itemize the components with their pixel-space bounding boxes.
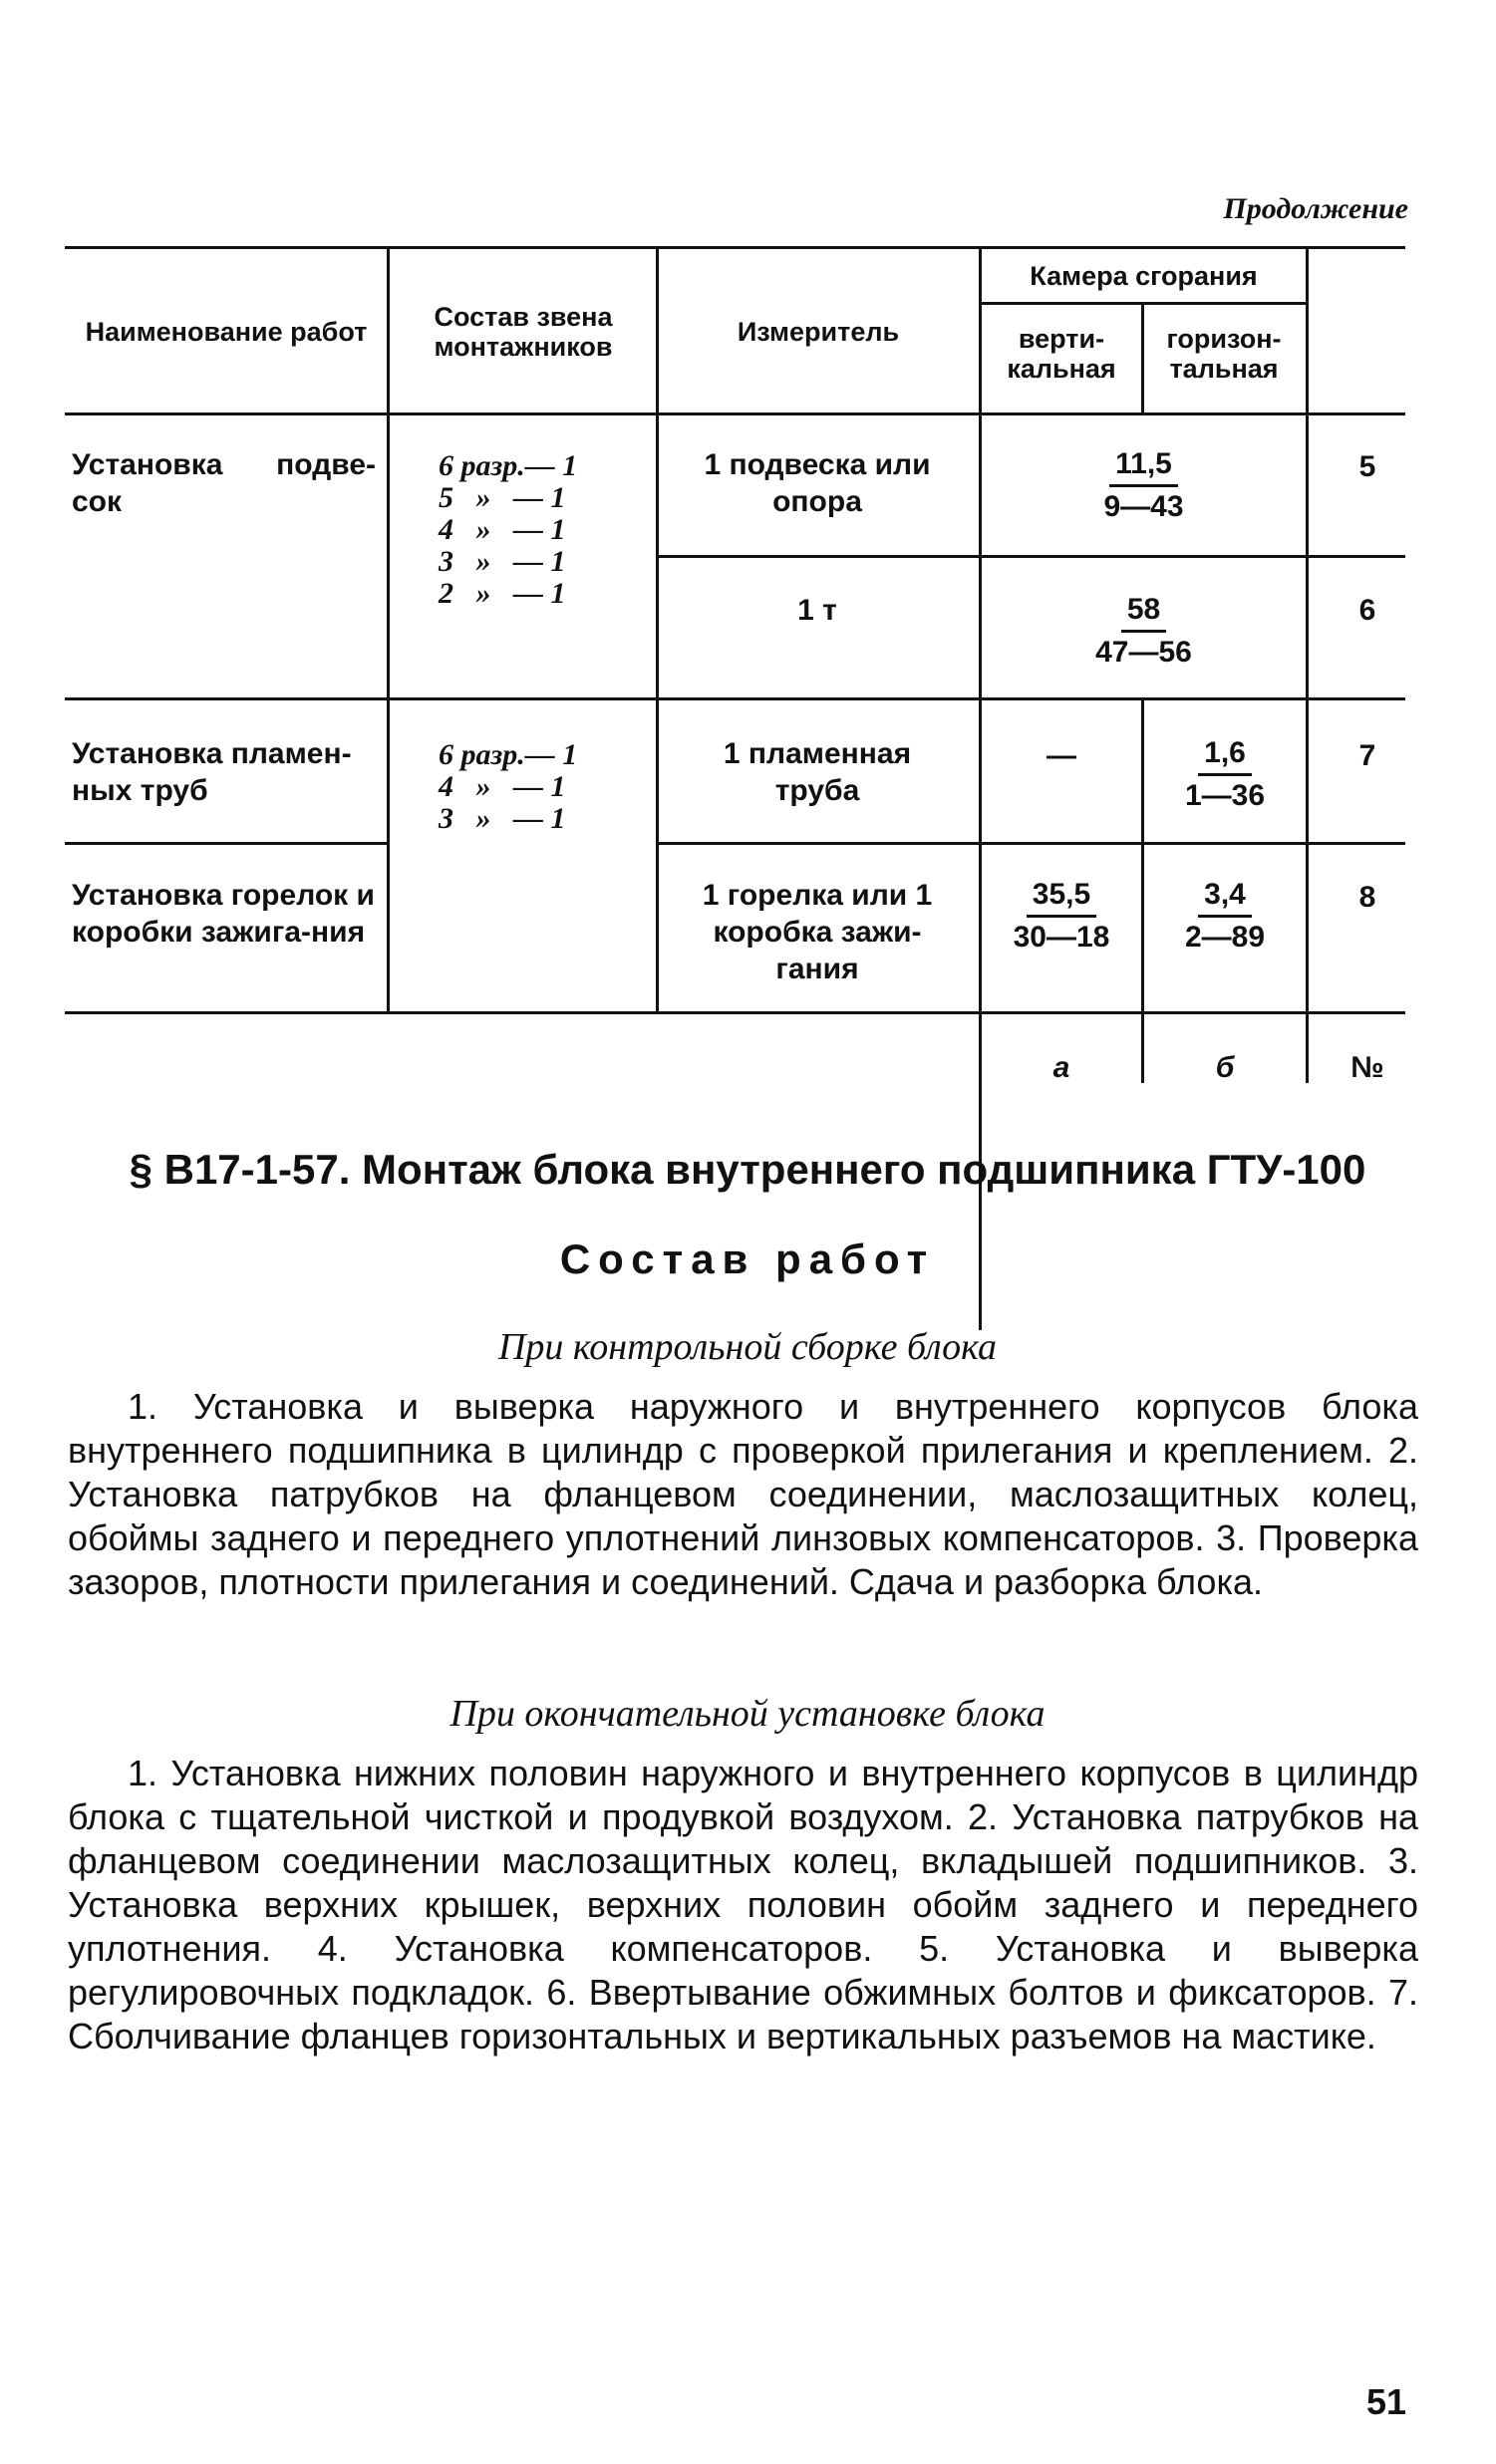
row1-unit: 1 подвеска или опора [704, 448, 931, 518]
part1-heading: При контрольной сборке блока [497, 1326, 998, 1368]
row3-horizontal-price: 1—36 [1184, 779, 1266, 812]
row4-horizontal-price: 2—89 [1184, 921, 1266, 954]
row3-work: Установка пламен-ных труб [72, 737, 352, 807]
part1-text: 1. Установка и выверка наружного и внутреннего корпусов блока внутреннего подшипника в цилиндр с проверкой прилегания и креплением. 2. Установка патрубков на фланцевом соединении, маслозащитных колец, обоймы заднего и переднего уплотнений линзовых компенсаторов. 3. Проверка зазоров, плотности прилегания и соединений. Сдача и разборка блока. [68, 1386, 1418, 1602]
row3-vertical: — [1047, 739, 1076, 772]
table-rule [387, 246, 390, 1013]
header-unit: Измеритель [737, 317, 900, 347]
row3-crew: 6 разр.— 1 4 » — 1 3 » — 1 [439, 738, 578, 835]
table-rule [65, 842, 389, 845]
page-number: 51 [1365, 2381, 1406, 2422]
row1-norm-time: 11,5 [1109, 446, 1178, 487]
continuation-label: Продолжение [1223, 192, 1408, 225]
row4-vertical-time: 35,5 [1027, 877, 1096, 918]
table-rule [981, 302, 1308, 305]
table-rule [1306, 246, 1309, 1083]
row1-work: Установка подве-сок [72, 448, 376, 518]
footer-a: а [1052, 1051, 1070, 1084]
header-work: Наименование работ [85, 317, 368, 347]
row1-number: 5 [1358, 450, 1376, 483]
row2-norm [982, 592, 1306, 673]
row4-horizontal-time: 3,4 [1198, 877, 1252, 918]
section-subtitle: Состав работ [559, 1235, 936, 1282]
row1-norm-price: 9—43 [1103, 490, 1184, 523]
section-title: § В17-1-57. Монтаж блока внутреннего подшипника ГТУ-100 [129, 1146, 1366, 1193]
table-rule [658, 555, 1405, 558]
row4-vertical-price: 30—18 [1013, 921, 1110, 954]
row3-horizontal [1144, 735, 1306, 816]
header-chamber: Камера сгорания [1030, 261, 1258, 291]
row3-unit: 1 пламенная труба [723, 737, 912, 807]
header-crew: Состав звена монтажников [434, 302, 613, 362]
header-horizontal: горизон-тальная [1166, 324, 1282, 384]
row4-vertical [982, 877, 1141, 958]
row3-horizontal-time: 1,6 [1198, 735, 1252, 776]
table-rule [656, 246, 659, 1013]
part2-heading: При окончательной установке блока [449, 1693, 1046, 1735]
row4-work: Установка горелок и коробки зажига-ния [72, 879, 375, 949]
footer-no: № [1350, 1051, 1384, 1084]
row2-number: 6 [1358, 594, 1376, 627]
row2-unit: 1 т [797, 594, 837, 627]
table-rule [65, 246, 1405, 249]
row1-crew: 6 разр.— 1 5 » — 1 4 » — 1 3 » — 1 2 » — 1 [439, 449, 578, 610]
row3-number: 7 [1358, 739, 1376, 772]
header-vertical: верти-кальная [1007, 324, 1116, 384]
row4-number: 8 [1358, 881, 1376, 914]
row4-unit: 1 горелка или 1 коробка зажи-гания [702, 879, 933, 985]
footer-b: б [1215, 1051, 1235, 1084]
table-rule [65, 1011, 1405, 1014]
row2-norm-price: 47—56 [1095, 636, 1192, 669]
table-rule [658, 842, 1405, 845]
table-rule [1141, 302, 1144, 412]
table-rule [65, 412, 1405, 415]
table-rule [65, 697, 1405, 700]
part2-text: 1. Установка нижних половин наружного и внутреннего корпусов в цилиндр блока с тщательной чисткой и продувкой воздухом. 2. Установка патрубков на фланцевом соединении маслозащитных колец, вкладышей подшипников. 3. Установка верхних крышек, верхних половин обойм заднего и переднего уплотнения. 4. Установка компенсаторов. 5. Установка и выверка регулировочных подкладок. 6. Ввертывание обжимных болтов и фиксаторов. 7. Сболчивание фланцев горизонтальных и вертикальных разъемов на мастике. [68, 1753, 1418, 2056]
row1-norm [982, 446, 1306, 527]
row2-norm-time: 58 [1121, 592, 1166, 633]
row4-horizontal [1144, 877, 1306, 958]
